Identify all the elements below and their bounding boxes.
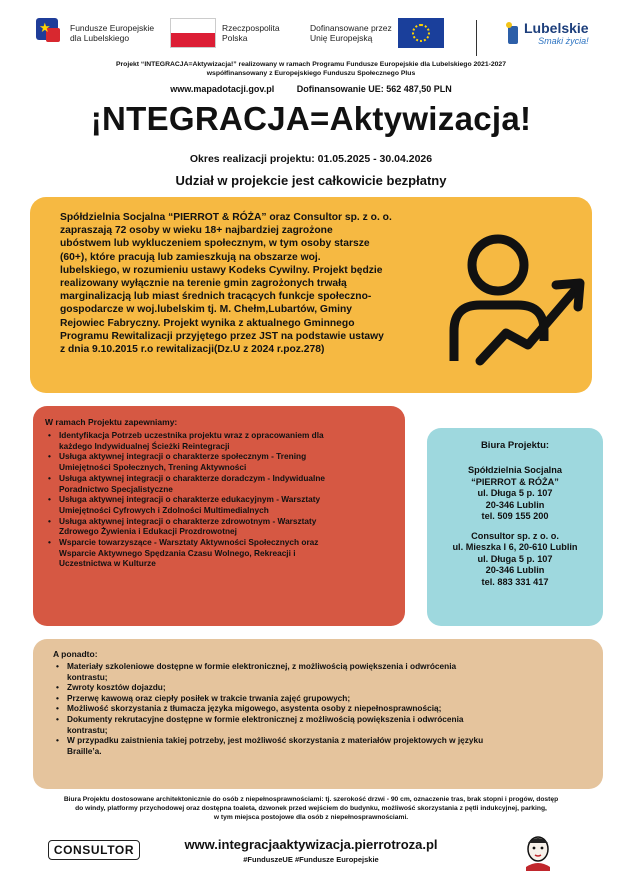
intro-line: (60+), które pracują lub zamieszkują na obszarze woj. — [60, 251, 321, 263]
list-item — [53, 661, 588, 682]
office-consultor — [427, 531, 603, 589]
office-line: “PIERROT & RÓŻA” — [471, 476, 559, 487]
project-period: Okres realizacji projektu: 01.05.2025 - 30.04.2026 — [189, 153, 433, 165]
extras-heading: A ponadto: — [53, 649, 98, 659]
list-item-line: • Przerwę kawową oraz ciepły posiłek w trakcie trwania zajęć grupowych; — [67, 692, 351, 703]
offer-heading: W ramach Projektu zapewniamy: — [45, 417, 178, 427]
fe-line1: Fundusze Europejskie — [70, 23, 155, 33]
list-item-line: każdego Indywidualnej Ścieżki Reintegracji — [59, 440, 230, 451]
funding-line2: współfinansowany z Europejskiego Funduszu Społecznego Plus — [206, 70, 416, 77]
accessibility-line: do windy, platformy przychodowej oraz dostępna toaleta, dzwonek przed wejściem do budynku, możliwość skorzystania z pętli indukcyjnej, parking, — [75, 805, 547, 812]
hashtags: #FunduszeUE #Fundusze Europejskie — [243, 855, 379, 864]
list-item-line: Umiejętności Cyfrowych i Zdolności Multimedialnych — [59, 504, 269, 515]
offer-card — [33, 406, 405, 626]
polish-flag-icon — [170, 18, 216, 48]
pierrot-logo-icon — [520, 833, 556, 871]
list-item-line: • Możliwość skorzystania z tłumacza języka migowego, asystenta osoby z niepełnosprawnością; — [67, 703, 442, 714]
list-item — [53, 682, 588, 693]
offices-card — [427, 428, 603, 626]
office-line: 20-346 Lublin — [485, 499, 545, 510]
intro-card — [30, 197, 592, 393]
intro-line: Programu Rewitalizacji przyjętego przez JST na podstawie ustawy — [60, 330, 384, 342]
lubelskie-tagline: Smaki życia! — [538, 35, 589, 46]
intro-line: Spółdzielnia Socjalna “PIERROT & RÓŻA” oraz Consultor sp. z o. o. — [60, 212, 392, 223]
fundusze-europejskie-logo — [36, 18, 154, 48]
free-participation-note: Udział w projekcie jest całkowicie bezpłatny — [175, 173, 447, 188]
office-line: 20-346 Lublin — [485, 565, 545, 575]
page-title: ¡NTEGRACJA=Aktywizacja! — [90, 100, 532, 137]
rp-line1: Rzeczpospolita — [222, 23, 280, 33]
rp-line2: Polska — [222, 33, 248, 43]
offer-list — [45, 430, 397, 569]
funding-line1: Projekt “INTEGRACJA=Aktywizacja!” realizowany w ramach Programu Fundusze Europejskie dla Lubelskiego 2021-2027 — [115, 61, 506, 68]
list-item — [45, 473, 397, 494]
fe-star-icon: ★ — [36, 18, 64, 48]
intro-text — [60, 211, 440, 356]
accessibility-line: w tym miejsca postojowe dla osób z niepełnosprawnościami. — [213, 814, 409, 821]
list-item-line: Uczestnictwa w Kulturze — [59, 558, 156, 569]
consultor-logo: CONSULTOR — [48, 840, 140, 860]
list-item-line: Poradnictwo Specjalistyczne — [59, 483, 173, 494]
funding-info — [30, 84, 592, 94]
funding-statement — [30, 60, 592, 78]
list-item — [53, 714, 588, 735]
lubelskie-logo — [506, 18, 589, 48]
person-growth-arrow-icon — [440, 221, 590, 371]
office-pierrot — [427, 465, 603, 523]
office-line: ul. Mieszka I 6, 20-610 Lublin — [452, 542, 578, 552]
intro-line: ubóstwem lub wykluczeniem społecznym, w tym osoby starsze — [60, 238, 370, 250]
list-item — [45, 537, 397, 569]
list-item-line: • Usługa aktywnej integracji o charakterze społecznym - Trening — [59, 451, 307, 462]
intro-line: realizowany wyłącznie na terenie gmin zagrożonych trwałą — [60, 278, 347, 290]
lubelskie-mark-icon — [506, 18, 522, 48]
list-item-line: kontrastu; — [67, 724, 108, 735]
list-item-line: • Materiały szkoleniowe dostępne w formie elektronicznej, z możliwością powiększenia i odwrócenia — [67, 661, 457, 671]
list-item-line: • Usługa aktywnej integracji o charakterze doradczym - Indywidualne — [59, 472, 326, 483]
list-item — [45, 451, 397, 472]
list-item — [45, 516, 397, 537]
list-item-line: • Wsparcie towarzyszące - Warsztaty Aktywności Społecznych oraz — [59, 537, 319, 548]
office-line: ul. Długa 5 p. 107 — [477, 488, 553, 498]
funding-amount: Dofinansowanie UE: 562 487,50 PLN — [296, 84, 452, 94]
accessibility-note — [30, 795, 592, 822]
eu-flag-icon — [398, 18, 444, 48]
list-item — [53, 693, 588, 704]
logo-separator — [476, 20, 477, 56]
extras-list — [53, 661, 588, 756]
intro-line: zapraszają 72 osoby w wieku 18+ najbardziej zagrożone — [60, 225, 333, 237]
office-phone[interactable]: tel. 509 155 200 — [481, 511, 549, 521]
intro-line: gospodarcze w woj.lubelskim tj. M. Chełm,Lubartów, Gminy — [60, 304, 352, 316]
intro-line: marginalizacją lub miast średnich tracących funkcje społeczno- — [60, 291, 372, 303]
accessibility-line: Biura Projektu dostosowane architektonicznie do osób z niepełnosprawnościami: tj. szerokość drzwi - 90 cm, oznaczenie tras, brak stopni i progów, dostęp — [63, 796, 559, 803]
list-item — [45, 494, 397, 515]
ue-line2: Unię Europejską — [310, 33, 373, 43]
project-website-link[interactable]: www.integracjaaktywizacja.pierrotroza.pl — [184, 837, 438, 852]
list-item-line: • W przypadku zaistnienia takiej potrzeby, jest możliwość skorzystania z materiałów projektowych w języku — [67, 735, 484, 746]
list-item — [53, 703, 588, 714]
lubelskie-word: Lubelskie — [524, 19, 589, 36]
rzeczpospolita-logo — [170, 18, 280, 48]
list-item-line: Braille’a. — [67, 745, 102, 756]
list-item-line: Zdrowego Żywienia i Edukacji Prozdrowotnej — [59, 526, 237, 537]
list-item — [53, 735, 588, 756]
fe-line2: dla Lubelskiego — [70, 33, 130, 43]
list-item — [45, 430, 397, 451]
ue-line1: Dofinansowane przez — [310, 23, 392, 33]
list-item-line: • Usługa aktywnej integracji o charakterze edukacyjnym - Warsztaty — [59, 494, 321, 505]
extras-card — [33, 639, 603, 789]
list-item-line: Umiejętności Społecznych, Trening Aktywności — [59, 462, 247, 473]
intro-line: z dnia 9.10.2015 r.o rewitalizacji(Dz.U z 2024 r.poz.278) — [60, 344, 325, 356]
list-item-line: kontrastu; — [67, 671, 108, 682]
office-line: Spółdzielnia Socjalna — [468, 465, 562, 475]
intro-line: Rejowiec Fabryczny. Projekt wynika z aktualnego Gminnego — [60, 317, 355, 329]
intro-line: lubelskiego, w rozumieniu ustawy Kodeks Cywilny. Projekt będzie — [60, 264, 383, 276]
logo-bar — [30, 18, 592, 60]
office-line: Consultor sp. z o. o. — [471, 530, 559, 541]
list-item-line: Wsparcie Aktywnego Spędzania Czasu Wolnego, Rekreacji i — [59, 547, 296, 558]
offices-heading: Biura Projektu: — [480, 440, 550, 451]
list-item-line: • Identyfikacja Potrzeb uczestnika projektu wraz z opracowaniem dla — [59, 430, 324, 440]
funding-website[interactable]: www.mapadotacji.gov.pl — [170, 84, 275, 94]
list-item-line: • Dokumenty rekrutacyjne dostępne w formie elektronicznej z możliwością powiększenia i odwrócenia — [67, 713, 464, 724]
office-line: ul. Długa 5 p. 107 — [477, 553, 553, 564]
list-item-line: • Zwroty kosztów dojazdu; — [67, 682, 166, 693]
list-item-line: • Usługa aktywnej integracji o charakterze zdrowotnym - Warsztaty — [59, 515, 317, 526]
eu-logo — [310, 18, 444, 48]
office-phone[interactable]: tel. 883 331 417 — [481, 576, 549, 587]
